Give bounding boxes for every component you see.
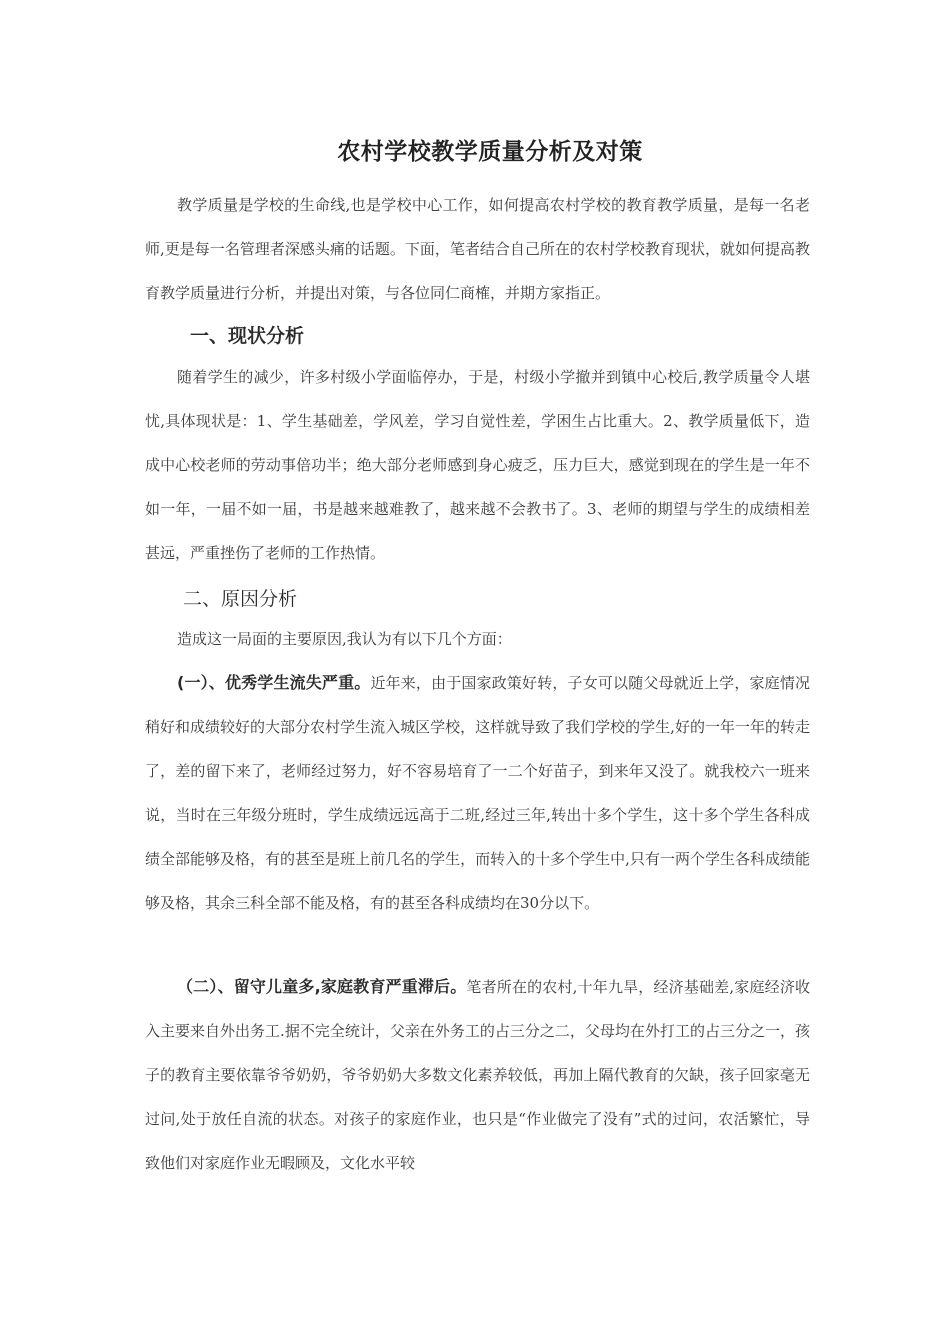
cause-point-2 [145,965,810,1185]
cause-point-1-body: 近年来，由于国家政策好转，子女可以随父母就近上学，家庭情况稍好和成绩较好的大部分农村学生流入城区学校，这样就导致了我们学校的学生,好的一年一年的转走了，差的留下来了，老师经过努力，好不容易培育了一二个好苗子，到来年又没了。就我校六一班来说，当时在三年级分班时，学生成绩远远高于二班,经过三年,转出十多个学生，这十多个学生各科成绩全部能够及格，有的甚至是班上前几名的学生，而转入的十多个学生中,只有一两个学生各科成绩能够及格，其余三科全部不能及格，有的甚至各科成绩均在30分以下。 [145,674,810,912]
causes-intro-paragraph: 造成这一局面的主要原因,我认为有以下几个方面： [177,630,512,648]
section-heading-status: 一、现状分析 [190,325,305,347]
cause-point-2-body: 笔者所在的农村,十年九旱，经济基础差,家庭经济收入主要来自外出务工.据不完全统计，父亲在外务工的占三分之二，父母均在外打工的占三分之一，孩子的教育主要依靠爷爷奶奶，爷爷奶奶大多数文化素养较低，再加上隔代教育的欠缺，孩子回家毫无过问,处于放任自流的状态。对孩子的家庭作业，也只是“作业做完了没有”式的过问，农活繁忙，导致他们对家庭作业无暇顾及，文化水平较 [145,978,810,1172]
intro-paragraph: 教学质量是学校的生命线,也是学校中心工作，如何提高农村学校的教育教学质量，是每一名老师,更是每一名管理者深感头痛的话题。下面，笔者结合自己所在的农村学校教育现状，就如何提高教育教学质量进行分析，并提出对策，与各位同仁商榷，并期方家指正。 [145,196,810,302]
section-heading-causes: 二、原因分析 [183,588,298,610]
document-title: 农村学校教学质量分析及对策 [337,138,643,165]
status-paragraph: 随着学生的减少，许多村级小学面临停办，于是，村级小学撤并到镇中心校后,教学质量令人堪忧,具体现状是：1、学生基础差，学风差，学习自觉性差，学困生占比重大。2、教学质量低下，造成中心校老师的劳动事倍功半；绝大部分老师感到身心疲乏，压力巨大，感觉到现在的学生是一年不如一年，一届不如一届，书是越来越难教了，越来越不会教书了。3、老师的期望与学生的成绩相差甚远，严重挫伤了老师的工作热情。 [145,368,810,562]
cause-point-2-lead: （二）、留守儿童多,家庭教育严重滞后。 [177,977,467,996]
cause-point-1 [145,661,810,925]
cause-point-1-lead: (一）、优秀学生流失严重。 [177,673,371,692]
